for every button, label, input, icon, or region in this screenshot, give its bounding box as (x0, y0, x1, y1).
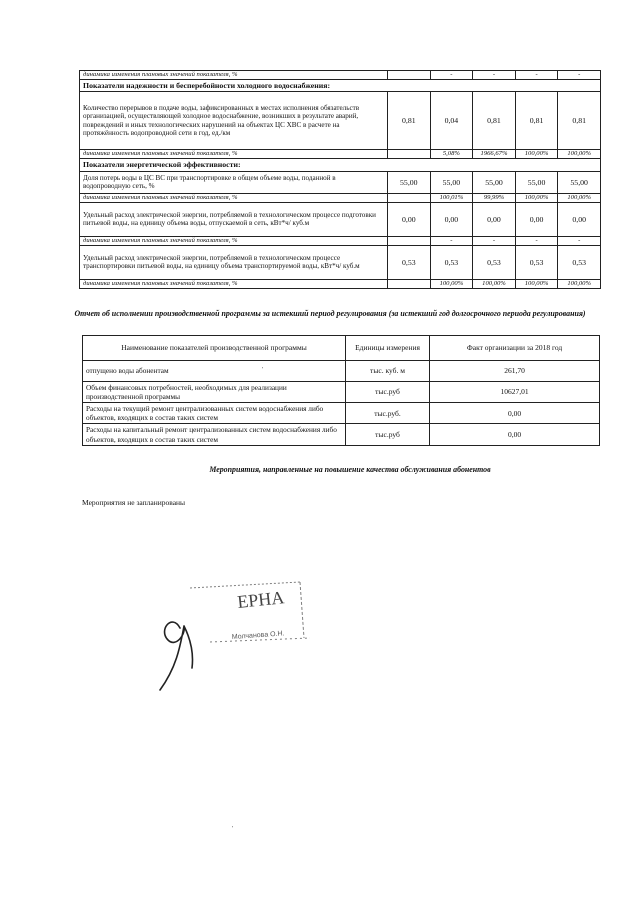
dynamics-label: динамика изменения плановых значений показателя, % (80, 150, 388, 159)
table-row (80, 202, 601, 236)
stamp-and-signature (150, 568, 320, 698)
table-row (80, 171, 601, 193)
table-cell: - (473, 236, 516, 245)
dynamics-label: динамика изменения плановых значений показателя, % (80, 193, 388, 202)
table-cell: 0,81 (558, 92, 601, 150)
table-cell: 100,00% (515, 279, 558, 288)
dynamics-row (80, 236, 601, 245)
fact-cell: 0,00 (430, 403, 600, 424)
table-cell: - (430, 71, 473, 80)
table-cell: 0,81 (388, 92, 431, 150)
indicators-table (79, 70, 601, 289)
column-header: Факт организации за 2018 год (430, 336, 600, 361)
table-cell: 1966,67% (473, 150, 516, 159)
signature-mark (160, 622, 193, 690)
table-cell (388, 236, 431, 245)
indicator-label: Удельный расход электрической энергии, потребляемой в технологическом процессе подготовки питьевой воды, на единицу объема воды, отпускаемой в сеть, кВт*ч/ куб.м (80, 202, 388, 236)
table-cell: - (558, 236, 601, 245)
table-cell: 0,00 (473, 202, 516, 236)
table-cell: 5,08% (430, 150, 473, 159)
table-row (83, 403, 600, 424)
section-heading-reliability: Показатели надежности и бесперебойности холодного водоснабжения: (80, 80, 601, 92)
dynamics-row (80, 193, 601, 202)
table-cell: 55,00 (558, 171, 601, 193)
table-cell: 0,53 (558, 245, 601, 279)
table-cell: - (430, 236, 473, 245)
section-row (80, 159, 601, 171)
indicator-label: Доля потерь воды в ЦС ВС при транспортировке в общем объеме воды, поданной в водопроводную сеть, % (80, 171, 388, 193)
indicator-name: Расходы на текущий ремонт централизованных систем водоснабжения либо объектов, входящих в состав таких систем (83, 403, 346, 424)
unit-cell: тыс. куб. м (346, 361, 430, 382)
indicator-name: Расходы на капитальный ремонт централизованных систем водоснабжения либо объектов, входящих в состав таких систем (83, 424, 346, 445)
table-cell (388, 279, 431, 288)
table-cell: 0,00 (388, 202, 431, 236)
table-cell: 0,53 (473, 245, 516, 279)
table-cell: - (515, 71, 558, 80)
section-heading-energy: Показатели энергетической эффективности: (80, 159, 601, 171)
table-cell: - (515, 236, 558, 245)
table-cell: 0,53 (515, 245, 558, 279)
table-cell: 55,00 (430, 171, 473, 193)
dynamics-label: динамика изменения плановых значений показателя, % (80, 236, 388, 245)
stamp-text: ЕРНА (236, 587, 286, 612)
table-cell (388, 71, 431, 80)
dynamics-label: динамика изменения плановых значений показателя, % (80, 71, 388, 80)
scan-speck: ' (262, 367, 264, 373)
dynamics-row (80, 71, 601, 80)
table-row (83, 424, 600, 445)
table-cell: 100,00% (515, 193, 558, 202)
table-cell: 0,04 (430, 92, 473, 150)
table-cell (388, 150, 431, 159)
section-row (80, 80, 601, 92)
dynamics-row (80, 279, 601, 288)
scan-speck: ' (232, 826, 234, 832)
table-cell: 0,81 (473, 92, 516, 150)
table-cell: 100,01% (430, 193, 473, 202)
table-cell: - (473, 71, 516, 80)
fact-cell: 261,70 (430, 361, 600, 382)
measures-text: Мероприятия не запланированы (82, 498, 186, 507)
table-cell: 55,00 (515, 171, 558, 193)
table-row (80, 92, 601, 150)
table-cell (388, 193, 431, 202)
table-header-row (83, 336, 600, 361)
indicator-label: Удельный расход электрической энергии, потребляемой в технологическом процессе транспортировки питьевой воды, на единицу объема транспортируемой воды, кВт*ч/ куб.м (80, 245, 388, 279)
table-cell: 0,00 (515, 202, 558, 236)
dynamics-row (80, 150, 601, 159)
table-cell: 55,00 (388, 171, 431, 193)
report-table (82, 335, 600, 446)
table-cell: 55,00 (473, 171, 516, 193)
table-cell: 0,53 (388, 245, 431, 279)
column-header: Единицы измерения (346, 336, 430, 361)
unit-cell: тыс.руб. (346, 403, 430, 424)
table-cell: 0,00 (558, 202, 601, 236)
table-row (80, 245, 601, 279)
indicator-name: Объем финансовых потребностей, необходимых для реализации производственной программы (83, 382, 346, 403)
table-cell: 100,00% (515, 150, 558, 159)
table-cell: 99,99% (473, 193, 516, 202)
table-cell: 100,00% (473, 279, 516, 288)
table-cell: - (558, 71, 601, 80)
unit-cell: тыс.руб (346, 382, 430, 403)
measures-title: Мероприятия, направленные на повышение качества обслуживания абонентов (209, 465, 491, 474)
report-title: Отчет об исполнении производственной программы за истекший период регулирования (за истекший год долгосрочного периода регулирования) (74, 309, 586, 318)
fact-cell: 10627,01 (430, 382, 600, 403)
table-cell: 100,00% (558, 279, 601, 288)
table-cell: 0,00 (430, 202, 473, 236)
table-cell: 100,00% (558, 150, 601, 159)
indicator-label: Количество перерывов в подаче воды, зафиксированных в местах исполнения обязательств организацией, осуществляющей холодное водоснабжение, возникших в результате аварий, повреждений и иных технологических нарушений на объектах ЦС ХВС в расчете на протяжённость водопроводной сети в год, ед./км (80, 92, 388, 150)
table-cell: 0,53 (430, 245, 473, 279)
table-cell: 100,00% (558, 193, 601, 202)
table-cell: 100,00% (430, 279, 473, 288)
table-cell: 0,81 (515, 92, 558, 150)
dynamics-label: динамика изменения плановых значений показателя, % (80, 279, 388, 288)
table-row (83, 382, 600, 403)
column-header: Наименование показателей производственной программы (83, 336, 346, 361)
indicator-name: отпущено воды абонентам (83, 361, 346, 382)
stamp-signatory: Молчанова О.Н. (231, 630, 285, 641)
table-row (83, 361, 600, 382)
unit-cell: тыс.руб (346, 424, 430, 445)
fact-cell: 0,00 (430, 424, 600, 445)
